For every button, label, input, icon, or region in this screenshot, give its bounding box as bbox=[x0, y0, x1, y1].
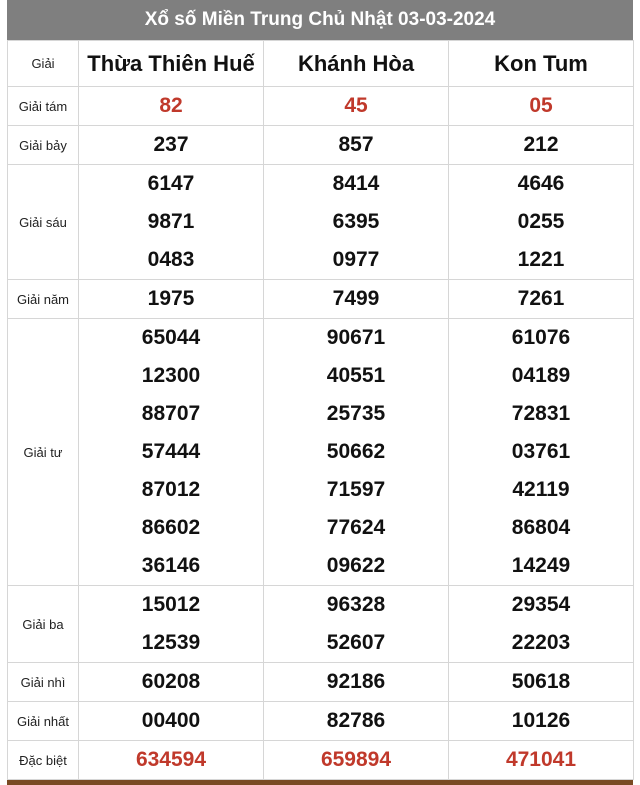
prize-row bbox=[8, 663, 634, 702]
prize-number: 77624 bbox=[326, 516, 386, 539]
prize-number: 12539 bbox=[141, 631, 201, 654]
prize-cell bbox=[264, 319, 449, 586]
prize-number: 50618 bbox=[511, 670, 571, 693]
page-title: Xổ số Miền Trung Chủ Nhật 03-03-2024 bbox=[7, 0, 633, 40]
prize-number: 90671 bbox=[326, 326, 386, 349]
prize-label: Đặc biệt bbox=[8, 741, 79, 780]
prize-row bbox=[8, 126, 634, 165]
prize-cell bbox=[449, 280, 634, 319]
prize-row bbox=[8, 87, 634, 126]
prize-cell bbox=[79, 87, 264, 126]
prize-number: 7499 bbox=[332, 287, 380, 310]
prize-number: 09622 bbox=[326, 554, 386, 577]
prize-label: Giải năm bbox=[8, 280, 79, 319]
prize-cell bbox=[264, 280, 449, 319]
prize-cell bbox=[449, 663, 634, 702]
prize-row bbox=[8, 741, 634, 780]
prize-number: 634594 bbox=[135, 748, 207, 771]
prize-number: 10126 bbox=[511, 709, 571, 732]
prize-cell bbox=[449, 702, 634, 741]
prize-number: 1221 bbox=[517, 248, 565, 271]
prize-number: 86804 bbox=[511, 516, 571, 539]
prize-number: 72831 bbox=[511, 402, 571, 425]
prize-row bbox=[8, 165, 634, 280]
prize-cell bbox=[264, 702, 449, 741]
prize-number: 0483 bbox=[147, 248, 195, 271]
prize-number: 212 bbox=[523, 133, 559, 156]
prize-number: 92186 bbox=[326, 670, 386, 693]
prize-rows bbox=[8, 87, 634, 780]
prize-row bbox=[8, 702, 634, 741]
prize-cell bbox=[264, 586, 449, 663]
prize-number: 471041 bbox=[505, 748, 577, 771]
prize-cell bbox=[79, 319, 264, 586]
prize-label: Giải nhất bbox=[8, 702, 79, 741]
prize-label: Giải tám bbox=[8, 87, 79, 126]
prize-number: 659894 bbox=[320, 748, 392, 771]
prize-number: 0255 bbox=[517, 210, 565, 233]
header-row bbox=[8, 41, 634, 87]
prize-number: 87012 bbox=[141, 478, 201, 501]
prize-number: 6147 bbox=[147, 172, 195, 195]
prize-row bbox=[8, 586, 634, 663]
prize-number: 0977 bbox=[332, 248, 380, 271]
results-table bbox=[7, 40, 634, 780]
prize-number: 05 bbox=[529, 94, 553, 117]
prize-cell bbox=[264, 741, 449, 780]
prize-number: 52607 bbox=[326, 631, 386, 654]
prize-cell bbox=[449, 126, 634, 165]
prize-label: Giải bảy bbox=[8, 126, 79, 165]
prize-cell bbox=[264, 87, 449, 126]
prize-number: 9871 bbox=[147, 210, 195, 233]
prize-number: 04189 bbox=[511, 364, 571, 387]
prize-cell bbox=[79, 663, 264, 702]
prize-number: 50662 bbox=[326, 440, 386, 463]
bottom-divider bbox=[7, 780, 633, 785]
prize-cell bbox=[264, 663, 449, 702]
prize-cell bbox=[449, 586, 634, 663]
prize-cell bbox=[264, 165, 449, 280]
prize-cell bbox=[449, 165, 634, 280]
prize-cell bbox=[79, 586, 264, 663]
prize-cell bbox=[79, 165, 264, 280]
prize-number: 57444 bbox=[141, 440, 201, 463]
prize-row bbox=[8, 280, 634, 319]
prize-cell bbox=[79, 280, 264, 319]
prize-number: 1975 bbox=[147, 287, 195, 310]
prize-number: 12300 bbox=[141, 364, 201, 387]
prize-number: 42119 bbox=[512, 478, 570, 501]
prize-cell bbox=[264, 126, 449, 165]
prize-label: Giải sáu bbox=[8, 165, 79, 280]
prize-cell bbox=[449, 741, 634, 780]
prize-number: 7261 bbox=[517, 287, 565, 310]
prize-number: 25735 bbox=[326, 402, 386, 425]
prize-number: 03761 bbox=[511, 440, 571, 463]
prize-number: 82 bbox=[159, 94, 183, 117]
prize-cell bbox=[79, 126, 264, 165]
prize-number: 237 bbox=[153, 133, 189, 156]
prize-number: 86602 bbox=[141, 516, 201, 539]
prize-number: 29354 bbox=[511, 593, 571, 616]
prize-label: Giải tư bbox=[8, 319, 79, 586]
province-header: Thừa Thiên Huế bbox=[79, 41, 264, 87]
prize-number: 96328 bbox=[326, 593, 386, 616]
prize-label: Giải nhì bbox=[8, 663, 79, 702]
prize-cell bbox=[79, 741, 264, 780]
prize-number: 61076 bbox=[511, 326, 571, 349]
prize-number: 71597 bbox=[326, 478, 386, 501]
prize-column-header: Giải bbox=[8, 41, 79, 87]
prize-number: 60208 bbox=[141, 670, 201, 693]
prize-cell bbox=[449, 87, 634, 126]
prize-number: 15012 bbox=[141, 593, 201, 616]
prize-number: 65044 bbox=[141, 326, 201, 349]
prize-number: 00400 bbox=[141, 709, 201, 732]
results-panel bbox=[7, 0, 633, 785]
prize-number: 857 bbox=[338, 133, 374, 156]
prize-row bbox=[8, 319, 634, 586]
prize-number: 14249 bbox=[511, 554, 571, 577]
prize-cell bbox=[79, 702, 264, 741]
prize-number: 8414 bbox=[332, 172, 380, 195]
prize-number: 88707 bbox=[141, 402, 201, 425]
prize-number: 4646 bbox=[517, 172, 565, 195]
prize-number: 40551 bbox=[326, 364, 386, 387]
prize-number: 6395 bbox=[332, 210, 380, 233]
prize-number: 36146 bbox=[141, 554, 201, 577]
prize-number: 22203 bbox=[511, 631, 571, 654]
prize-number: 82786 bbox=[326, 709, 386, 732]
province-header: Khánh Hòa bbox=[264, 41, 449, 87]
prize-cell bbox=[449, 319, 634, 586]
prize-label: Giải ba bbox=[8, 586, 79, 663]
prize-number: 45 bbox=[344, 94, 368, 117]
province-header: Kon Tum bbox=[449, 41, 634, 87]
